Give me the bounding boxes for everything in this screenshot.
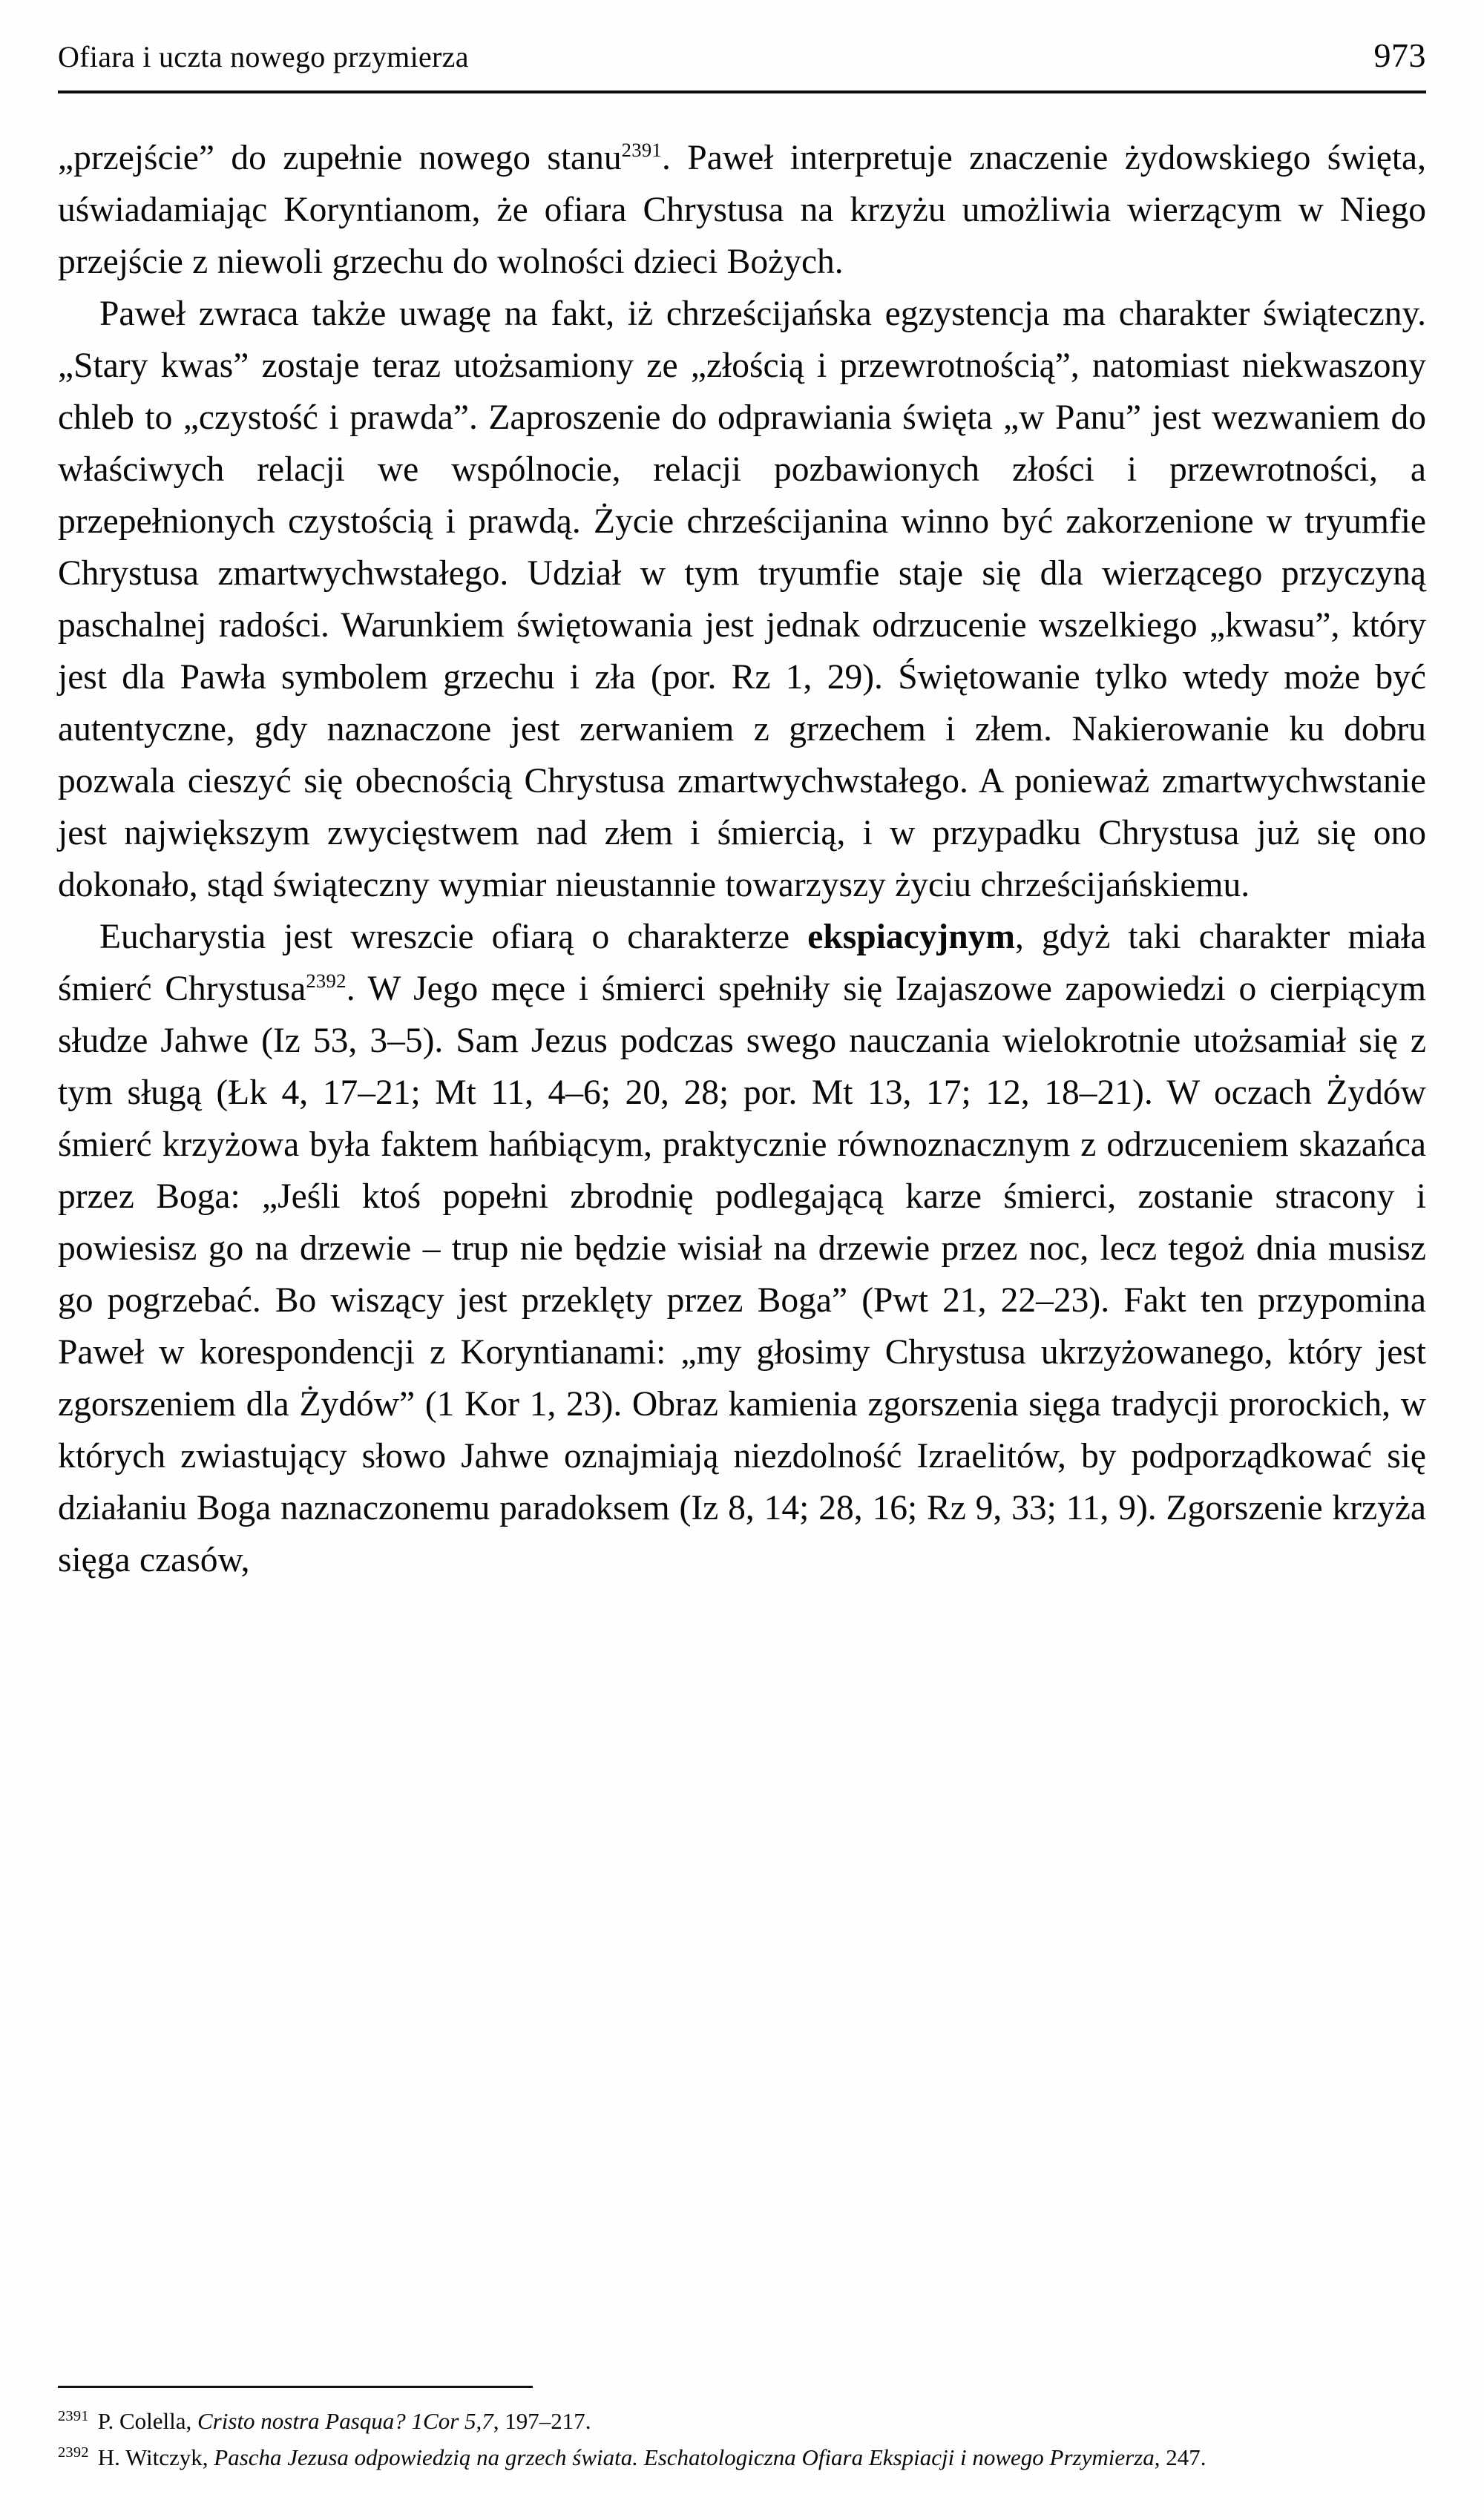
text-run: Paweł zwraca także uwagę na fakt, iż chrześcijańska egzystencja ma charakter świąteczny. „Stary kwas” zostaje teraz utożsamiony ze „złością i przewrotnością”, natomiast niekwaszony chleb to „czystość i prawda”. Zaproszenie do odprawiania święta „w Panu” jest wezwaniem do właściwych relacji we wspólnocie, relacji pozbawionych złości i przewrotności, a przepełnionych czystością i prawdą. Życie chrześcijanina winno być zakorzenione w tryumfie Chrystusa zmartwychwstałego. Udział w tym tryumfie staje się dla wierzącego przyczyną paschalnej radości. Warunkiem świętowania jest jednak odrzucenie wszelkiego „kwasu”, który jest dla Pawła symbolem grzechu i zła (por. Rz 1, 29). Świętowanie tylko wtedy może być autentyczne, gdy naznaczone jest zerwaniem z grzechem i złem. Nakierowanie ku dobru pozwala cieszyć się obecnością Chrystusa zmartwychwstałego. A ponieważ zmartwychwstanie jest największym zwycięstwem nad złem i śmiercią, i w przypadku Chrystusa już się ono dokonało, stąd świąteczny wymiar nieustannie towarzyszy życiu chrześcijańskiemu. [58, 295, 1426, 904]
running-head-title: Ofiara i uczta nowego przymierza [58, 40, 469, 73]
body-text [58, 132, 1426, 1586]
text-run: H. Witczyk, [97, 2444, 214, 2470]
footnote-reference[interactable]: 2392 [306, 970, 347, 993]
body-paragraph [58, 132, 1426, 288]
text-run: Eucharystia jest wreszcie ofiarą o charakterze [99, 918, 808, 956]
footnote-separator-rule [58, 2386, 533, 2388]
header-rule [58, 91, 1426, 93]
body-paragraph [58, 288, 1426, 911]
text-run: P. Colella, [97, 2408, 198, 2434]
emphasized-term: ekspiacyjnym [807, 918, 1015, 956]
cited-work-title: Pascha Jezusa odpowiedzią na grzech świata. Eschatologiczna Ofiara Ekspiacji i nowego Przymierza [214, 2444, 1155, 2470]
text-run: , gdyż taki charakter miała śmierć Chrystusa [58, 918, 1426, 1008]
footnote-entry [58, 2441, 1426, 2474]
text-run: . Paweł interpretuje znaczenie żydowskiego święta, uświadamiając Koryntianom, że ofiara Chrystusa na krzyżu umożliwia wierzącym w Niego przejście z niewoli grzechu do wolności dzieci Bożych. [58, 139, 1426, 281]
text-run: „przejście” do zupełnie nowego stanu [58, 139, 622, 177]
footnote-entry [58, 2404, 1426, 2438]
page-number: 973 [1373, 36, 1426, 74]
footnote-block [58, 2386, 1426, 2477]
cited-work-title: Cristo nostra Pasqua? 1Cor 5,7 [197, 2408, 493, 2434]
text-run: , 247. [1154, 2444, 1206, 2470]
footnote-number[interactable]: 2391 [58, 2407, 89, 2424]
text-run: . W Jego męce i śmierci spełniły się Izajaszowe zapowiedzi o cierpiącym słudze Jahwe (Iz 53, 3–5). Sam Jezus podczas swego nauczania wielokrotnie utożsamiał się z tym sługą (Łk 4, 17–21; Mt 11, 4–6; 20, 28; por. Mt 13, 17; 12, 18–21). W oczach Żydów śmierć krzyżowa była faktem hańbiącym, praktycznie równoznacznym z odrzuceniem skazańca przez Boga: „Jeśli ktoś popełni zbrodnię podlegającą karze śmierci, zostanie stracony i powiesisz go na drzewie – trup nie będzie wisiał na drzewie przez noc, lecz tegoż dnia musisz go pogrzebać. Bo wiszący jest przeklęty przez Boga” (Pwt 21, 22–23). Fakt ten przypomina Paweł w korespondencji z Koryntianami: „my głosimy Chrystusa ukrzyżowanego, który jest zgorszeniem dla Żydów” (1 Kor 1, 23). Obraz kamienia zgorszenia sięga tradycji prorockich, w których zwiastujący słowo Jahwe oznajmiają niezdolność Izraelitów, by podporządkować się działaniu Boga naznaczonemu paradoksem (Iz 8, 14; 28, 16; Rz 9, 33; 11, 9). Zgorszenie krzyża sięga czasów, [58, 970, 1426, 1579]
running-head [58, 36, 1426, 85]
text-run: , 197–217. [493, 2408, 591, 2434]
body-paragraph [58, 911, 1426, 1586]
footnote-number[interactable]: 2392 [58, 2444, 89, 2461]
footnote-reference[interactable]: 2391 [621, 139, 663, 162]
footnote-list [58, 2404, 1426, 2474]
